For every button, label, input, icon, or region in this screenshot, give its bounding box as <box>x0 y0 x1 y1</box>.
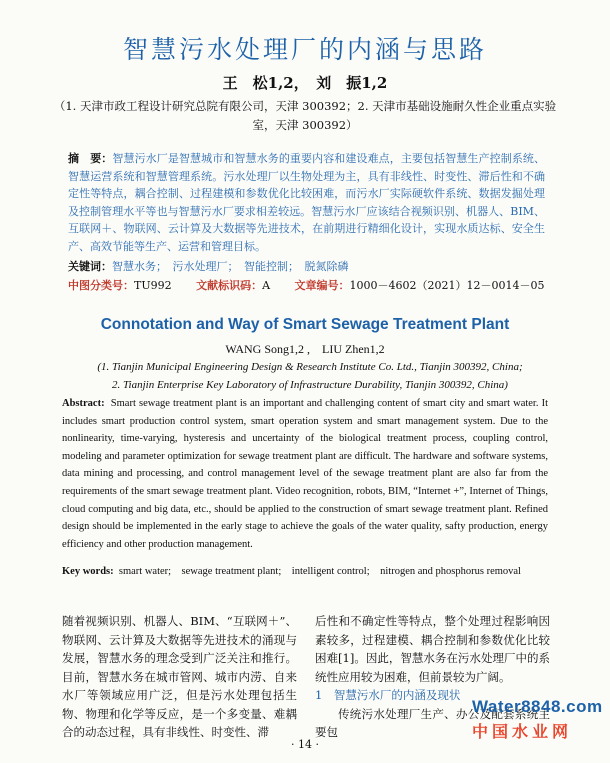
affiliation-cn: （1. 天津市政工程设计研究总院有限公司，天津 300392；2. 天津市基础设施耐久性企业重点实验室，天津 300392） <box>53 99 557 132</box>
abstract-cn <box>68 150 545 255</box>
watermark-top: Water8848.com <box>472 697 603 716</box>
keywords-cn-label: 关键词： <box>68 260 112 273</box>
class-label: 中图分类号： <box>68 279 134 292</box>
abstract-en-text: Smart sewage treatment plant is an important and challenging content of smart city and smart water. It includes smart production control system, smart operation system and smart management system. Due to the nonlinearity, time-varying, hysteresis and uncertainty of the biological treatment process, coupling control, modeling and parameter optimization for sewage treatment plant are difficult. The hardware and software systems, data mining and processing, and control management level of the sewage treatment plant are also far from the requirements of the smart sewage treatment plant. Video recognition, robots, BIM, “Internet +”, Internet of Things, cloud computing and big data, etc., should be applied to the construction of smart sewage treatment plant. Refined design should be implemented in the early stage to achieve the goals of the water quality, safty production, energy efficiency and other production management. <box>62 398 549 550</box>
classification-line <box>68 277 545 293</box>
page-number: · 14 · <box>291 738 319 751</box>
paper-title-en: Connotation and Way of Smart Sewage Treatment Plant <box>100 316 510 333</box>
authors-en: WANG Song1,2 , LIU Zhen1,2 <box>225 342 385 356</box>
abstract-en <box>62 395 548 553</box>
class-value: TU992 <box>134 279 172 292</box>
body-right-paragraph: 后性和不确定性等特点，整个处理过程影响因素较多，过程建模、耦合控制和参数优化比较困难[1]。因此，智慧水务在污水处理厂中的系统性应用较为困难，但前景较为广阔。 <box>315 614 550 684</box>
keywords-cn-text: 智慧水务； 污水处理厂； 智能控制； 脱氮除磷 <box>112 260 349 273</box>
keywords-en-text: smart water; sewage treatment plant; intelligent control; nitrogen and phosphorus removal <box>118 566 521 577</box>
abstract-cn-text: 智慧污水厂是智慧城市和智慧水务的重要内容和建设难点，主要包括智慧生产控制系统、智慧运营系统和智慧管理系统。污水处理厂以生物处理为主，具有非线性、时变性、滞后性和不确定性等特点，耦合控制、过程建模和参数优化比较困难，而污水厂实际硬软件系统、数据发掘处理及控制管理水平等也与智慧污水厂要求相差较远。智慧污水厂应该结合视频识别、机器人、BIM、互联网＋、物联网、云计算及大数据等先进技术，在前期进行精细化设计，实现水质达标、安全生产、高效节能等生产、运营和管理目标。 <box>68 152 546 253</box>
doccode-value: A <box>262 279 271 292</box>
body-right-paragraph-2: 传统污水处理厂生产、办公及配套系统主要包 <box>315 706 550 739</box>
section-heading: 1 智慧污水厂的内涵及现状 <box>315 688 461 702</box>
keywords-en <box>62 564 548 580</box>
body-left-text: 随着视频识别、机器人、BIM、“互联网＋”、物联网、云计算及大数据等先进技术的涌现与发展，智慧水务的理念受到广泛关注和推行。目前，智慧水务在城市管网、城市内涝、自来水厂等领域应用广泛，但是污水处理包括生物、物理和化学等反应，是一个多变量、难耦合的动态过程，具有非线性、时变性、滞 <box>62 614 297 739</box>
keywords-cn <box>68 258 545 274</box>
paper-title-cn: 智慧污水处理厂的内涵与思路 <box>122 35 487 64</box>
affiliation-en-line-1: (1. Tianjin Municipal Engineering Design & Research Institute Co. Ltd., Tianjin 300392, China; <box>97 361 523 373</box>
abstract-en-label: Abstract: <box>62 398 105 409</box>
authors-cn: 王 松1,2， 刘 振1,2 <box>222 74 388 92</box>
body-column-left <box>62 612 297 742</box>
affiliation-en <box>50 358 570 394</box>
watermark-bottom: 中国水业网 <box>472 724 573 741</box>
abstract-cn-label: 摘 要： <box>68 152 113 165</box>
article-label: 文章编号： <box>294 279 350 292</box>
article-value: 1000－4602（2021）12－0014－05 <box>349 279 545 292</box>
keywords-en-label: Key words: <box>62 566 114 577</box>
affiliation-en-line-2: 2. Tianjin Enterprise Key Laboratory of Infrastructure Durability, Tianjin 300392, China) <box>112 379 508 391</box>
doccode-label: 文献标识码： <box>196 279 263 292</box>
watermark-logo <box>472 697 602 759</box>
